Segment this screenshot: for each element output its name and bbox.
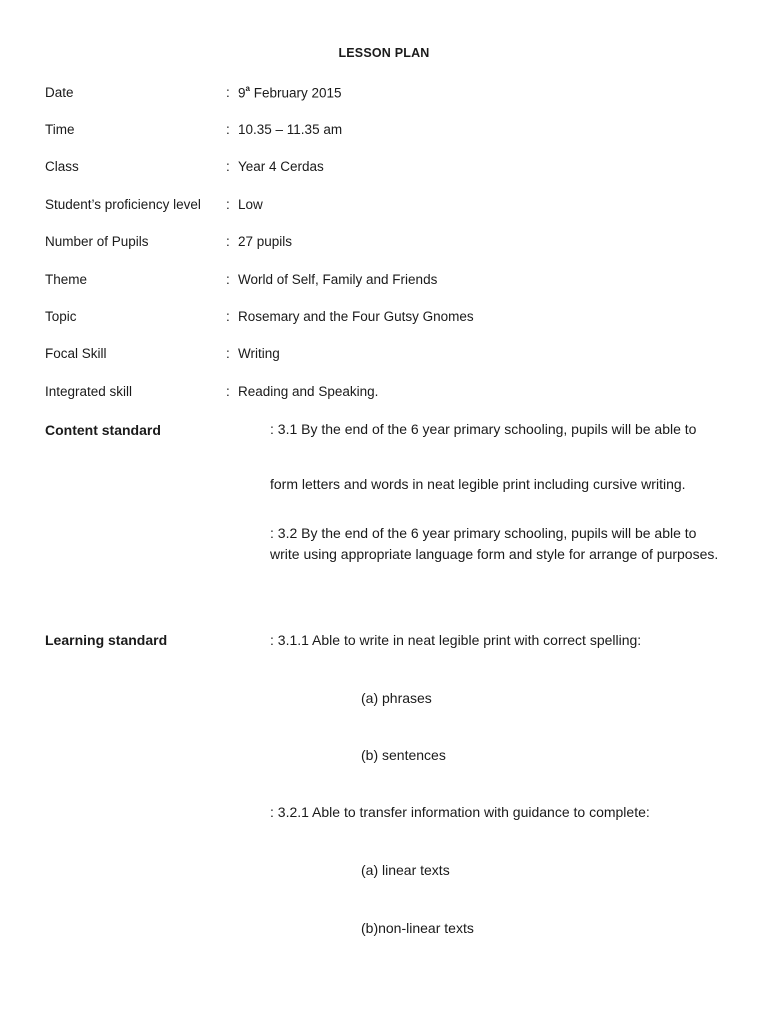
field-label: Theme: [45, 272, 88, 287]
field-colon: :: [226, 384, 230, 399]
field-value: 10.35 – 11.35 am: [238, 122, 343, 137]
content-standard-3-2: : 3.2 By the end of the 6 year primary schooling, pupils will be able to write using appropriate language form and style for arrange of purposes.: [270, 525, 719, 562]
field-time: [0, 122, 768, 140]
field-colon: :: [226, 197, 230, 212]
learning-standard-item-sentences: (b) sentences: [361, 747, 446, 763]
content-standard-label: Content standard: [45, 422, 161, 438]
field-label: Integrated skill: [45, 384, 133, 399]
field-colon: :: [226, 272, 230, 287]
learning-standard-3-1-1: : 3.1.1 Able to write in neat legible print with correct spelling:: [270, 632, 642, 648]
field-label: Class: [45, 159, 79, 174]
content-standard-3-1-cont: form letters and words in neat legible print including cursive writing.: [270, 476, 686, 492]
field-value: [238, 85, 342, 101]
field-label: Number of Pupils: [45, 234, 149, 249]
field-number-of-pupils: [0, 234, 768, 252]
field-label: Topic: [45, 309, 77, 324]
field-class: [0, 159, 768, 177]
content-standard-3-1: : 3.1 By the end of the 6 year primary schooling, pupils will be able to: [270, 421, 697, 437]
learning-standard-item-linear: (a) linear texts: [361, 862, 450, 878]
learning-standard-3-2-1: : 3.2.1 Able to transfer information with guidance to complete:: [270, 804, 650, 820]
field-proficiency-level: [0, 197, 768, 215]
field-topic: [0, 309, 768, 327]
page-title: LESSON PLAN: [338, 46, 430, 60]
learning-standard-label: Learning standard: [45, 632, 168, 648]
field-value: Rosemary and the Four Gutsy Gnomes: [238, 309, 474, 324]
field-colon: :: [226, 309, 230, 324]
date-ordinal: a: [245, 84, 250, 93]
field-value: World of Self, Family and Friends: [238, 272, 438, 287]
field-label: Date: [45, 85, 74, 100]
learning-standard-item-non-linear: (b)non-linear texts: [361, 920, 474, 936]
field-label: Time: [45, 122, 75, 137]
field-value: Writing: [238, 346, 280, 361]
field-colon: :: [226, 346, 230, 361]
field-colon: :: [226, 85, 230, 100]
field-colon: :: [226, 234, 230, 249]
date-day: 9: [238, 85, 246, 101]
field-focal-skill: [0, 346, 768, 364]
date-rest: February 2015: [249, 85, 342, 101]
learning-standard-item-phrases: (a) phrases: [361, 690, 432, 706]
field-colon: :: [226, 122, 230, 137]
field-value: 27 pupils: [238, 234, 293, 249]
field-value: Year 4 Cerdas: [238, 159, 324, 174]
field-theme: [0, 272, 768, 290]
field-date: [0, 85, 768, 103]
field-integrated-skill: [0, 384, 768, 402]
field-label: Student’s proficiency level: [45, 197, 201, 212]
field-value: Low: [238, 197, 263, 212]
field-label: Focal Skill: [45, 346, 107, 361]
field-colon: :: [226, 159, 230, 174]
field-value: Reading and Speaking.: [238, 384, 379, 399]
